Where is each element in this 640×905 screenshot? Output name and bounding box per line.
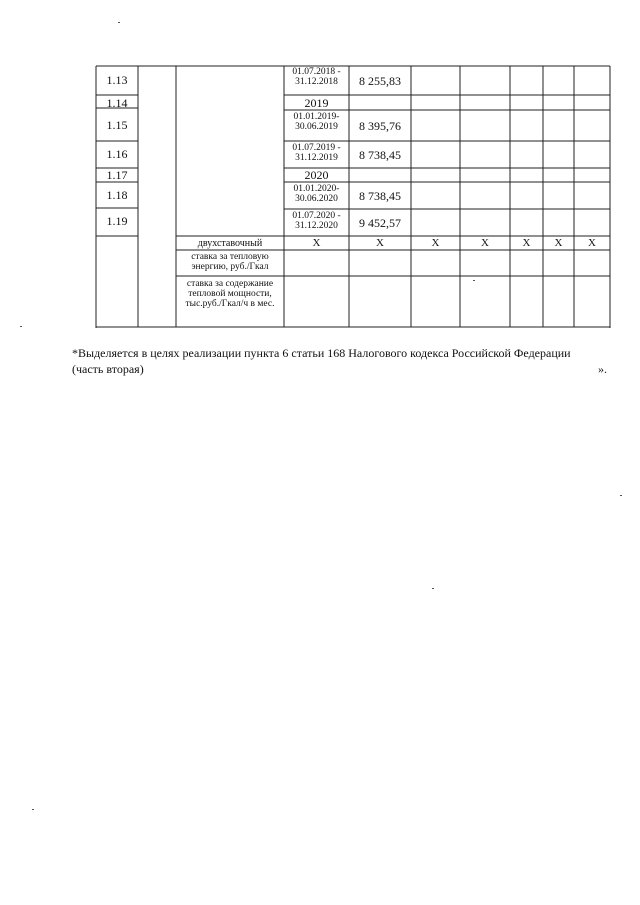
row-number: 1.17 <box>106 168 128 182</box>
row-number: 1.14 <box>106 96 128 110</box>
tariff-value: 9 452,57 <box>359 216 401 230</box>
tariff-value: 8 255,83 <box>359 74 401 88</box>
footnote-line: (часть вторая) <box>72 362 144 376</box>
closing-quote: ». <box>598 362 607 376</box>
year-cell: 2020 <box>304 168 329 182</box>
year-cell: 2019 <box>304 96 329 110</box>
period-cell: 01.01.2020- 30.06.2020 <box>293 184 340 204</box>
period-cell: 01.07.2020 - 31.12.2020 <box>292 211 341 231</box>
scan-speck <box>20 326 22 327</box>
tariff-value: 8 738,45 <box>359 189 401 203</box>
row-number: 1.18 <box>106 188 128 202</box>
period-cell: 01.07.2019 - 31.12.2019 <box>292 143 341 163</box>
not-applicable-mark: Х <box>312 237 321 249</box>
period-cell: 01.07.2018 - 31.12.2018 <box>292 67 341 87</box>
not-applicable-mark: Х <box>376 237 384 249</box>
not-applicable-mark: Х <box>522 237 531 249</box>
footnote-line: *Выделяется в целях реализации пункта 6 статьи 168 Налогового кодекса Российской Федерации <box>72 346 571 360</box>
row-number: 1.16 <box>106 147 128 161</box>
tariff-value: 8 395,76 <box>359 119 401 133</box>
scan-speck <box>118 22 120 23</box>
not-applicable-mark: Х <box>554 237 563 249</box>
row-number: 1.13 <box>106 73 128 87</box>
energy-rate-label: ставка за тепловую энергию, руб./Гкал <box>191 252 269 272</box>
not-applicable-mark: Х <box>431 237 440 249</box>
scan-speck <box>32 809 34 810</box>
period-cell: 01.01.2019- 30.06.2019 <box>293 112 340 132</box>
scan-speck <box>432 588 434 589</box>
scan-speck <box>473 280 475 281</box>
scan-speck <box>620 495 622 496</box>
two-part-label: двухставочный <box>197 238 263 249</box>
capacity-rate-label: ставка за содержание тепловой мощности, тыс.руб./Гкал/ч в мес. <box>185 279 275 309</box>
tariff-value: 8 738,45 <box>359 148 401 162</box>
not-applicable-mark: Х <box>481 237 489 249</box>
row-number: 1.19 <box>106 214 128 228</box>
not-applicable-mark: Х <box>588 237 596 249</box>
row-number: 1.15 <box>106 118 128 132</box>
